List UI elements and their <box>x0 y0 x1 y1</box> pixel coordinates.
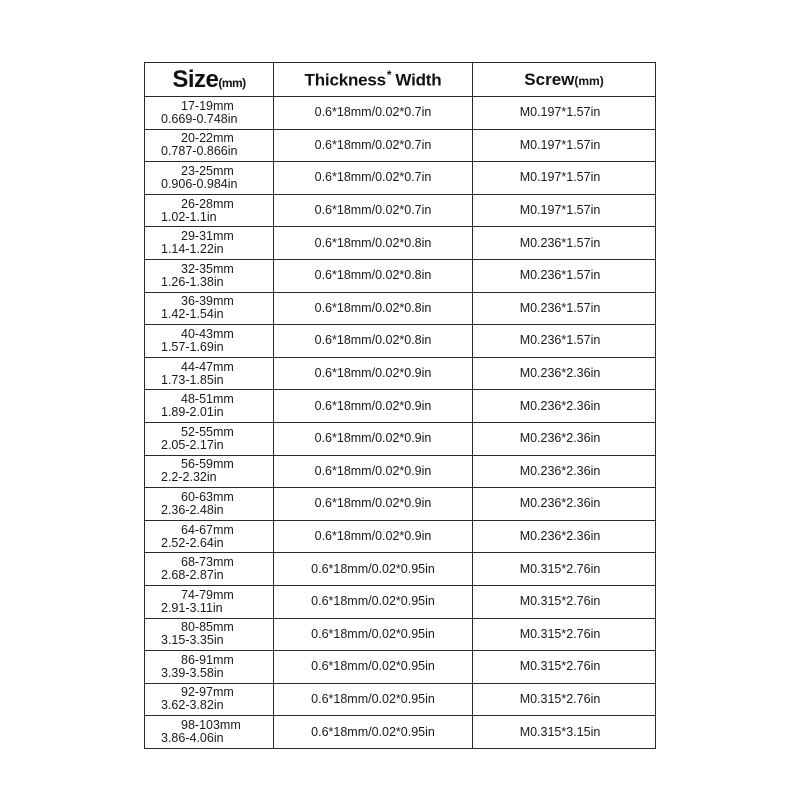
table-row <box>145 651 656 684</box>
size-in: 2.68-2.87in <box>161 568 224 583</box>
table-row <box>145 259 656 292</box>
size-mm: 40-43mm <box>181 326 234 341</box>
table-body <box>145 97 656 749</box>
table-row <box>145 194 656 227</box>
size-in: 1.26-1.38in <box>161 274 224 289</box>
size-mm: 23-25mm <box>181 163 234 178</box>
size-cell <box>145 422 274 455</box>
size-cell <box>145 716 274 749</box>
screw-cell: M0.197*1.57in <box>473 97 656 130</box>
size-mm: 60-63mm <box>181 489 234 504</box>
table-row <box>145 227 656 260</box>
size-cell <box>145 455 274 488</box>
size-cell <box>145 357 274 390</box>
size-cell <box>145 325 274 358</box>
header-size-label: Size <box>172 65 219 93</box>
thickness-width-cell: 0.6*18mm/0.02*0.9in <box>274 357 473 390</box>
table-row <box>145 455 656 488</box>
screw-cell: M0.236*1.57in <box>473 325 656 358</box>
screw-cell: M0.315*2.76in <box>473 618 656 651</box>
thickness-width-cell: 0.6*18mm/0.02*0.95in <box>274 716 473 749</box>
size-mm: 74-79mm <box>181 587 234 602</box>
size-in: 0.787-0.866in <box>161 144 238 159</box>
size-cell <box>145 520 274 553</box>
size-table <box>144 62 656 749</box>
size-mm: 64-67mm <box>181 522 234 537</box>
size-cell <box>145 585 274 618</box>
thickness-width-cell: 0.6*18mm/0.02*0.95in <box>274 618 473 651</box>
screw-cell: M0.197*1.57in <box>473 194 656 227</box>
size-cell <box>145 651 274 684</box>
table-row <box>145 390 656 423</box>
size-cell <box>145 618 274 651</box>
table-row <box>145 97 656 130</box>
screw-cell: M0.236*1.57in <box>473 227 656 260</box>
thickness-width-cell: 0.6*18mm/0.02*0.95in <box>274 585 473 618</box>
table-row <box>145 683 656 716</box>
size-in: 1.73-1.85in <box>161 372 224 387</box>
table-row <box>145 422 656 455</box>
table-row <box>145 585 656 618</box>
size-cell <box>145 683 274 716</box>
header-screw-label: Screw <box>524 69 575 89</box>
size-mm: 44-47mm <box>181 359 234 374</box>
header-screw-unit: (mm) <box>574 73 604 88</box>
size-in: 3.62-3.82in <box>161 698 224 713</box>
size-in: 3.86-4.06in <box>161 731 224 746</box>
header-thickness-width <box>274 63 473 97</box>
header-size <box>145 63 274 97</box>
table-row <box>145 553 656 586</box>
thickness-width-cell: 0.6*18mm/0.02*0.8in <box>274 292 473 325</box>
size-mm: 36-39mm <box>181 294 234 309</box>
size-in: 3.39-3.58in <box>161 665 224 680</box>
table-row <box>145 325 656 358</box>
size-mm: 48-51mm <box>181 392 234 407</box>
header-width-label: Width <box>395 70 442 90</box>
size-in: 2.05-2.17in <box>161 437 224 452</box>
thickness-width-cell: 0.6*18mm/0.02*0.9in <box>274 488 473 521</box>
size-in: 2.36-2.48in <box>161 502 224 517</box>
thickness-width-cell: 0.6*18mm/0.02*0.9in <box>274 455 473 488</box>
header-size-unit: (mm) <box>218 75 246 90</box>
screw-cell: M0.236*1.57in <box>473 259 656 292</box>
thickness-width-cell: 0.6*18mm/0.02*0.7in <box>274 97 473 130</box>
size-mm: 86-91mm <box>181 652 234 667</box>
screw-cell: M0.236*2.36in <box>473 520 656 553</box>
size-in: 2.2-2.32in <box>161 470 217 485</box>
size-in: 2.91-3.11in <box>161 600 223 615</box>
header-row <box>145 63 656 97</box>
table-row <box>145 520 656 553</box>
thickness-width-cell: 0.6*18mm/0.02*0.7in <box>274 162 473 195</box>
size-mm: 98-103mm <box>181 718 241 733</box>
thickness-width-cell: 0.6*18mm/0.02*0.7in <box>274 129 473 162</box>
screw-cell: M0.236*2.36in <box>473 455 656 488</box>
size-mm: 26-28mm <box>181 196 234 211</box>
size-cell <box>145 194 274 227</box>
table-row <box>145 488 656 521</box>
screw-cell: M0.236*1.57in <box>473 292 656 325</box>
size-mm: 80-85mm <box>181 620 234 635</box>
size-mm: 20-22mm <box>181 131 234 146</box>
screw-cell: M0.197*1.57in <box>473 129 656 162</box>
thickness-width-cell: 0.6*18mm/0.02*0.9in <box>274 520 473 553</box>
header-thickness-sep: * <box>386 68 392 83</box>
thickness-width-cell: 0.6*18mm/0.02*0.8in <box>274 325 473 358</box>
size-in: 0.669-0.748in <box>161 111 238 126</box>
size-cell <box>145 129 274 162</box>
size-cell <box>145 553 274 586</box>
size-in: 1.14-1.22in <box>161 242 224 257</box>
size-mm: 17-19mm <box>181 98 234 113</box>
screw-cell: M0.236*2.36in <box>473 390 656 423</box>
thickness-width-cell: 0.6*18mm/0.02*0.8in <box>274 227 473 260</box>
size-in: 1.57-1.69in <box>161 339 224 354</box>
thickness-width-cell: 0.6*18mm/0.02*0.7in <box>274 194 473 227</box>
size-cell <box>145 259 274 292</box>
size-chart <box>144 62 655 749</box>
screw-cell: M0.236*2.36in <box>473 488 656 521</box>
thickness-width-cell: 0.6*18mm/0.02*0.9in <box>274 422 473 455</box>
thickness-width-cell: 0.6*18mm/0.02*0.8in <box>274 259 473 292</box>
screw-cell: M0.315*2.76in <box>473 553 656 586</box>
size-in: 1.89-2.01in <box>161 405 224 420</box>
size-mm: 32-35mm <box>181 261 234 276</box>
size-mm: 68-73mm <box>181 555 234 570</box>
screw-cell: M0.315*2.76in <box>473 651 656 684</box>
table-row <box>145 129 656 162</box>
size-in: 1.42-1.54in <box>161 307 224 322</box>
table-row <box>145 618 656 651</box>
screw-cell: M0.236*2.36in <box>473 422 656 455</box>
thickness-width-cell: 0.6*18mm/0.02*0.9in <box>274 390 473 423</box>
screw-cell: M0.315*3.15in <box>473 716 656 749</box>
size-mm: 56-59mm <box>181 457 234 472</box>
size-cell <box>145 162 274 195</box>
header-thickness-label: Thickness <box>304 70 386 90</box>
thickness-width-cell: 0.6*18mm/0.02*0.95in <box>274 553 473 586</box>
size-cell <box>145 390 274 423</box>
size-in: 1.02-1.1in <box>161 209 217 224</box>
table-row <box>145 716 656 749</box>
table-row <box>145 292 656 325</box>
header-screw <box>473 63 656 97</box>
screw-cell: M0.236*2.36in <box>473 357 656 390</box>
size-in: 3.15-3.35in <box>161 633 224 648</box>
size-in: 2.52-2.64in <box>161 535 224 550</box>
size-cell <box>145 292 274 325</box>
table-row <box>145 162 656 195</box>
size-in: 0.906-0.984in <box>161 176 238 191</box>
screw-cell: M0.315*2.76in <box>473 683 656 716</box>
size-cell <box>145 488 274 521</box>
screw-cell: M0.315*2.76in <box>473 585 656 618</box>
size-mm: 92-97mm <box>181 685 234 700</box>
size-cell <box>145 227 274 260</box>
size-cell <box>145 97 274 130</box>
table-row <box>145 357 656 390</box>
size-mm: 29-31mm <box>181 229 234 244</box>
thickness-width-cell: 0.6*18mm/0.02*0.95in <box>274 683 473 716</box>
screw-cell: M0.197*1.57in <box>473 162 656 195</box>
size-mm: 52-55mm <box>181 424 234 439</box>
thickness-width-cell: 0.6*18mm/0.02*0.95in <box>274 651 473 684</box>
